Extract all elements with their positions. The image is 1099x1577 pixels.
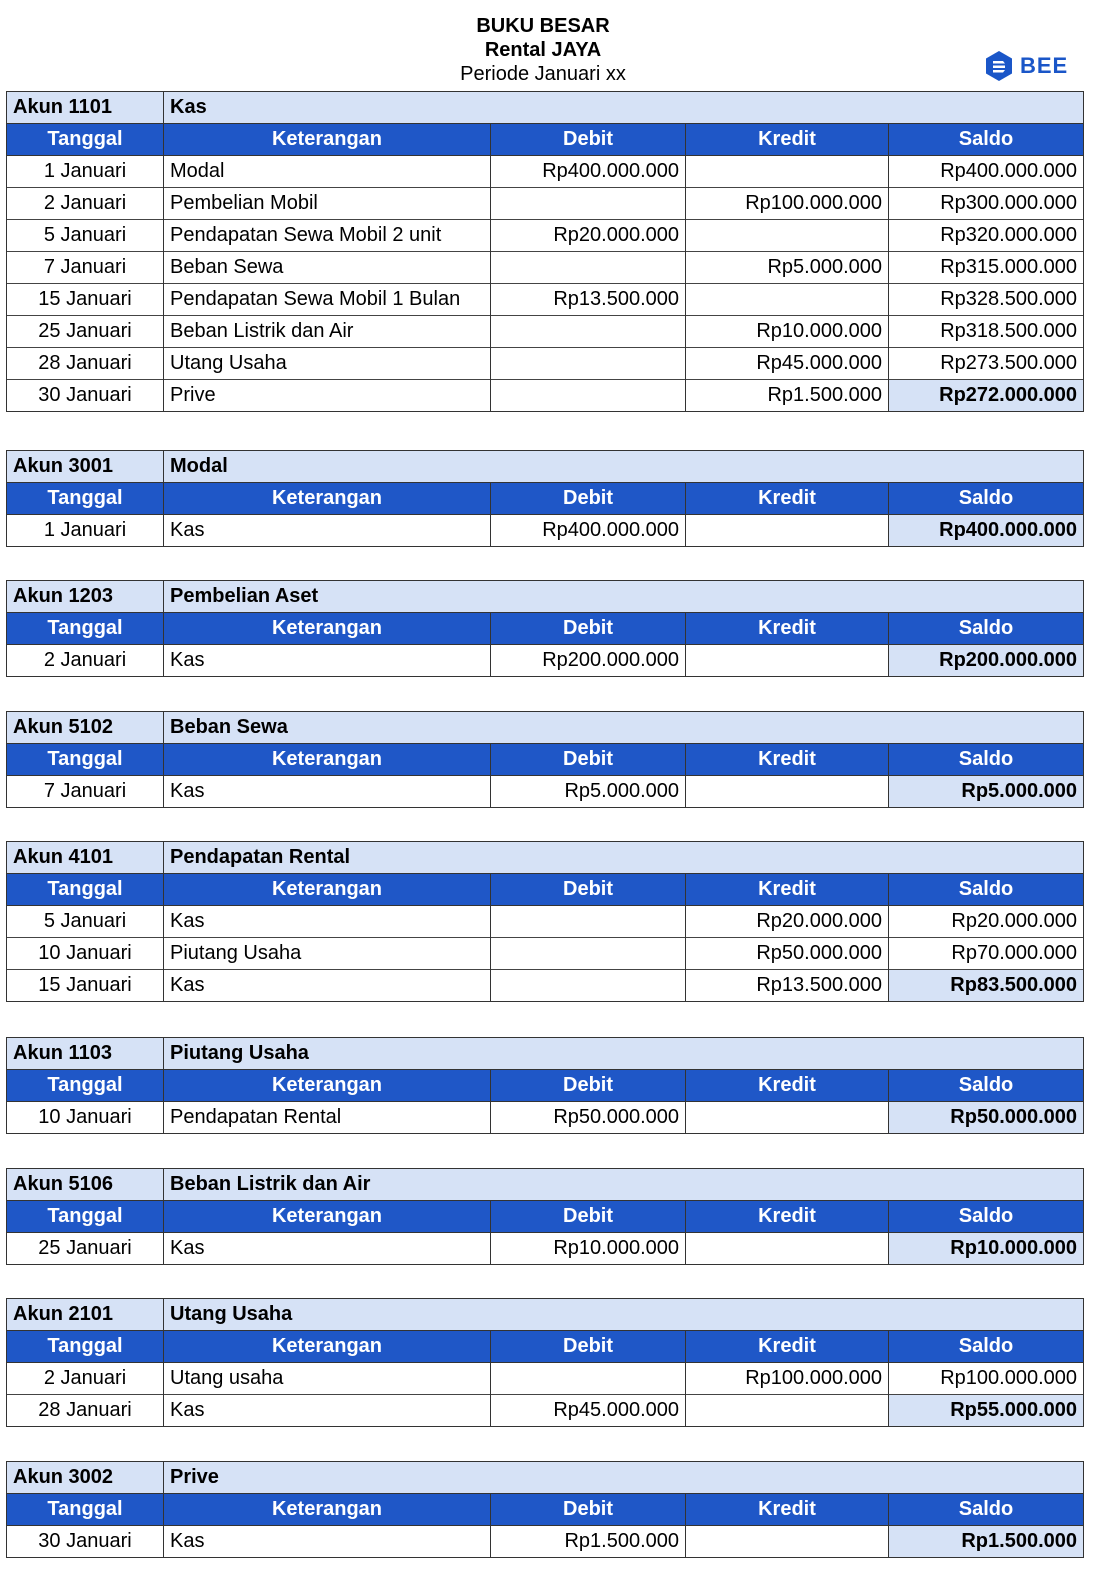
account-name: Beban Sewa xyxy=(164,712,1084,744)
cell-debit xyxy=(491,1363,686,1395)
account-name: Kas xyxy=(164,92,1084,124)
cell-debit: Rp50.000.000 xyxy=(491,1102,686,1134)
column-header-row xyxy=(7,874,1084,906)
cell-debit: Rp20.000.000 xyxy=(491,220,686,252)
cell-date: 25 Januari xyxy=(7,316,164,348)
col-header-date: Tanggal xyxy=(7,744,164,776)
cell-date: 5 Januari xyxy=(7,906,164,938)
cell-desc: Kas xyxy=(164,1233,491,1265)
account-header xyxy=(7,1462,1084,1494)
col-header-desc: Keterangan xyxy=(164,744,491,776)
col-header-kredit: Kredit xyxy=(686,1331,889,1363)
cell-saldo: Rp400.000.000 xyxy=(889,156,1084,188)
col-header-kredit: Kredit xyxy=(686,613,889,645)
col-header-kredit: Kredit xyxy=(686,483,889,515)
company-name: Rental JAYA xyxy=(484,39,602,61)
col-header-saldo: Saldo xyxy=(889,613,1084,645)
table-row xyxy=(7,1526,1084,1558)
col-header-debit: Debit xyxy=(491,1494,686,1526)
col-header-debit: Debit xyxy=(491,613,686,645)
cell-date: 7 Januari xyxy=(7,252,164,284)
account-code: Akun 3002 xyxy=(7,1462,164,1494)
cell-debit: Rp400.000.000 xyxy=(491,515,686,547)
table-row xyxy=(7,156,1084,188)
cell-kredit xyxy=(686,776,889,808)
cell-desc: Prive xyxy=(164,380,491,412)
ledger-table xyxy=(6,1298,1084,1427)
col-header-saldo: Saldo xyxy=(889,483,1084,515)
cell-saldo: Rp328.500.000 xyxy=(889,284,1084,316)
cell-saldo: Rp320.000.000 xyxy=(889,220,1084,252)
account-name: Pembelian Aset xyxy=(164,581,1084,613)
bee-logo-icon xyxy=(984,50,1014,82)
cell-date: 10 Januari xyxy=(7,1102,164,1134)
column-header-row xyxy=(7,1494,1084,1526)
account-code: Akun 1103 xyxy=(7,1038,164,1070)
cell-date: 1 Januari xyxy=(7,515,164,547)
cell-debit: Rp400.000.000 xyxy=(491,156,686,188)
cell-desc: Kas xyxy=(164,906,491,938)
cell-saldo: Rp315.000.000 xyxy=(889,252,1084,284)
cell-kredit: Rp20.000.000 xyxy=(686,906,889,938)
cell-debit: Rp10.000.000 xyxy=(491,1233,686,1265)
col-header-date: Tanggal xyxy=(7,613,164,645)
account-code: Akun 1101 xyxy=(7,92,164,124)
col-header-kredit: Kredit xyxy=(686,874,889,906)
col-header-date: Tanggal xyxy=(7,124,164,156)
cell-kredit xyxy=(686,645,889,677)
col-header-saldo: Saldo xyxy=(889,1494,1084,1526)
table-row xyxy=(7,380,1084,412)
ledger-table xyxy=(6,1168,1084,1265)
cell-date: 10 Januari xyxy=(7,938,164,970)
cell-date: 2 Januari xyxy=(7,645,164,677)
ledger-table xyxy=(6,1037,1084,1134)
cell-date: 28 Januari xyxy=(7,348,164,380)
col-header-saldo: Saldo xyxy=(889,1331,1084,1363)
cell-kredit xyxy=(686,1395,889,1427)
cell-kredit: Rp100.000.000 xyxy=(686,188,889,220)
cell-date: 5 Januari xyxy=(7,220,164,252)
col-header-saldo: Saldo xyxy=(889,1201,1084,1233)
col-header-date: Tanggal xyxy=(7,1331,164,1363)
cell-debit: Rp13.500.000 xyxy=(491,284,686,316)
col-header-desc: Keterangan xyxy=(164,613,491,645)
col-header-kredit: Kredit xyxy=(686,124,889,156)
cell-kredit xyxy=(686,220,889,252)
col-header-debit: Debit xyxy=(491,1331,686,1363)
col-header-saldo: Saldo xyxy=(889,874,1084,906)
cell-date: 25 Januari xyxy=(7,1233,164,1265)
account-code: Akun 1203 xyxy=(7,581,164,613)
ledger-table xyxy=(6,580,1084,677)
account-header xyxy=(7,1299,1084,1331)
col-header-debit: Debit xyxy=(491,124,686,156)
ledger-table xyxy=(6,1461,1084,1558)
cell-debit: Rp5.000.000 xyxy=(491,776,686,808)
column-header-row xyxy=(7,483,1084,515)
table-row xyxy=(7,515,1084,547)
col-header-debit: Debit xyxy=(491,874,686,906)
cell-debit: Rp1.500.000 xyxy=(491,1526,686,1558)
col-header-desc: Keterangan xyxy=(164,1201,491,1233)
account-name: Modal xyxy=(164,451,1084,483)
cell-saldo-final: Rp400.000.000 xyxy=(889,515,1084,547)
logo-text: BEE xyxy=(1020,53,1069,78)
cell-date: 30 Januari xyxy=(7,1526,164,1558)
cell-date: 28 Januari xyxy=(7,1395,164,1427)
col-header-desc: Keterangan xyxy=(164,1494,491,1526)
ledger-table xyxy=(6,841,1084,1002)
col-header-debit: Debit xyxy=(491,744,686,776)
account-header xyxy=(7,842,1084,874)
cell-date: 2 Januari xyxy=(7,188,164,220)
cell-desc: Modal xyxy=(164,156,491,188)
cell-saldo: Rp100.000.000 xyxy=(889,1363,1084,1395)
cell-debit xyxy=(491,252,686,284)
cell-saldo: Rp20.000.000 xyxy=(889,906,1084,938)
account-code: Akun 2101 xyxy=(7,1299,164,1331)
table-row xyxy=(7,1102,1084,1134)
cell-kredit: Rp1.500.000 xyxy=(686,380,889,412)
col-header-desc: Keterangan xyxy=(164,874,491,906)
ledger-table xyxy=(6,711,1084,808)
cell-kredit xyxy=(686,515,889,547)
ledger-table xyxy=(6,91,1084,412)
cell-kredit: Rp10.000.000 xyxy=(686,316,889,348)
cell-kredit xyxy=(686,156,889,188)
table-row xyxy=(7,776,1084,808)
col-header-desc: Keterangan xyxy=(164,1070,491,1102)
cell-saldo-final: Rp5.000.000 xyxy=(889,776,1084,808)
cell-kredit: Rp100.000.000 xyxy=(686,1363,889,1395)
table-row xyxy=(7,348,1084,380)
account-name: Prive xyxy=(164,1462,1084,1494)
cell-date: 2 Januari xyxy=(7,1363,164,1395)
col-header-debit: Debit xyxy=(491,483,686,515)
col-header-date: Tanggal xyxy=(7,1070,164,1102)
col-header-saldo: Saldo xyxy=(889,124,1084,156)
col-header-saldo: Saldo xyxy=(889,744,1084,776)
col-header-debit: Debit xyxy=(491,1070,686,1102)
cell-saldo-final: Rp10.000.000 xyxy=(889,1233,1084,1265)
table-row xyxy=(7,1395,1084,1427)
column-header-row xyxy=(7,744,1084,776)
table-row xyxy=(7,284,1084,316)
cell-debit xyxy=(491,348,686,380)
account-header xyxy=(7,1169,1084,1201)
column-header-row xyxy=(7,1070,1084,1102)
cell-date: 15 Januari xyxy=(7,284,164,316)
cell-debit xyxy=(491,938,686,970)
account-name: Pendapatan Rental xyxy=(164,842,1084,874)
cell-date: 15 Januari xyxy=(7,970,164,1002)
col-header-date: Tanggal xyxy=(7,1494,164,1526)
cell-desc: Pendapatan Sewa Mobil 2 unit xyxy=(164,220,491,252)
cell-desc: Kas xyxy=(164,645,491,677)
cell-kredit: Rp45.000.000 xyxy=(686,348,889,380)
cell-saldo-final: Rp55.000.000 xyxy=(889,1395,1084,1427)
cell-kredit xyxy=(686,1102,889,1134)
col-header-desc: Keterangan xyxy=(164,483,491,515)
cell-saldo: Rp70.000.000 xyxy=(889,938,1084,970)
table-row xyxy=(7,1363,1084,1395)
account-code: Akun 5102 xyxy=(7,712,164,744)
cell-kredit: Rp5.000.000 xyxy=(686,252,889,284)
cell-desc: Pembelian Mobil xyxy=(164,188,491,220)
cell-saldo-final: Rp200.000.000 xyxy=(889,645,1084,677)
cell-desc: Kas xyxy=(164,776,491,808)
col-header-kredit: Kredit xyxy=(686,1070,889,1102)
ledger-table xyxy=(6,450,1084,547)
cell-saldo-final: Rp50.000.000 xyxy=(889,1102,1084,1134)
cell-kredit xyxy=(686,1526,889,1558)
cell-kredit xyxy=(686,284,889,316)
table-row xyxy=(7,906,1084,938)
cell-debit xyxy=(491,316,686,348)
cell-desc: Kas xyxy=(164,1395,491,1427)
cell-desc: Beban Sewa xyxy=(164,252,491,284)
table-row xyxy=(7,938,1084,970)
cell-date: 1 Januari xyxy=(7,156,164,188)
cell-desc: Utang usaha xyxy=(164,1363,491,1395)
col-header-kredit: Kredit xyxy=(686,1201,889,1233)
account-name: Piutang Usaha xyxy=(164,1038,1084,1070)
table-row xyxy=(7,252,1084,284)
cell-saldo: Rp300.000.000 xyxy=(889,188,1084,220)
account-header xyxy=(7,1038,1084,1070)
table-row xyxy=(7,220,1084,252)
col-header-date: Tanggal xyxy=(7,483,164,515)
cell-desc: Beban Listrik dan Air xyxy=(164,316,491,348)
account-header xyxy=(7,712,1084,744)
col-header-desc: Keterangan xyxy=(164,124,491,156)
column-header-row xyxy=(7,613,1084,645)
cell-debit xyxy=(491,188,686,220)
col-header-kredit: Kredit xyxy=(686,744,889,776)
account-name: Beban Listrik dan Air xyxy=(164,1169,1084,1201)
account-header xyxy=(7,92,1084,124)
cell-kredit: Rp50.000.000 xyxy=(686,938,889,970)
cell-debit: Rp200.000.000 xyxy=(491,645,686,677)
cell-saldo: Rp318.500.000 xyxy=(889,316,1084,348)
table-row xyxy=(7,970,1084,1002)
col-header-date: Tanggal xyxy=(7,1201,164,1233)
account-code: Akun 3001 xyxy=(7,451,164,483)
col-header-debit: Debit xyxy=(491,1201,686,1233)
table-row xyxy=(7,645,1084,677)
column-header-row xyxy=(7,124,1084,156)
cell-debit xyxy=(491,970,686,1002)
report-header xyxy=(0,14,1086,86)
cell-saldo-final: Rp1.500.000 xyxy=(889,1526,1084,1558)
cell-kredit: Rp13.500.000 xyxy=(686,970,889,1002)
cell-debit: Rp45.000.000 xyxy=(491,1395,686,1427)
table-row xyxy=(7,188,1084,220)
account-code: Akun 4101 xyxy=(7,842,164,874)
cell-date: 30 Januari xyxy=(7,380,164,412)
cell-debit xyxy=(491,380,686,412)
account-header xyxy=(7,451,1084,483)
cell-saldo-final: Rp83.500.000 xyxy=(889,970,1084,1002)
column-header-row xyxy=(7,1201,1084,1233)
brand-logo xyxy=(984,50,1068,82)
col-header-date: Tanggal xyxy=(7,874,164,906)
cell-desc: Pendapatan Sewa Mobil 1 Bulan xyxy=(164,284,491,316)
cell-desc: Utang Usaha xyxy=(164,348,491,380)
account-code: Akun 5106 xyxy=(7,1169,164,1201)
col-header-saldo: Saldo xyxy=(889,1070,1084,1102)
col-header-desc: Keterangan xyxy=(164,1331,491,1363)
cell-desc: Pendapatan Rental xyxy=(164,1102,491,1134)
col-header-kredit: Kredit xyxy=(686,1494,889,1526)
table-row xyxy=(7,1233,1084,1265)
account-header xyxy=(7,581,1084,613)
report-period: Periode Januari xx xyxy=(460,63,626,85)
cell-debit xyxy=(491,906,686,938)
column-header-row xyxy=(7,1331,1084,1363)
cell-desc: Piutang Usaha xyxy=(164,938,491,970)
cell-desc: Kas xyxy=(164,970,491,1002)
cell-desc: Kas xyxy=(164,1526,491,1558)
table-row xyxy=(7,316,1084,348)
cell-saldo-final: Rp272.000.000 xyxy=(889,380,1084,412)
cell-desc: Kas xyxy=(164,515,491,547)
report-title: BUKU BESAR xyxy=(476,15,610,37)
cell-kredit xyxy=(686,1233,889,1265)
cell-saldo: Rp273.500.000 xyxy=(889,348,1084,380)
cell-date: 7 Januari xyxy=(7,776,164,808)
account-name: Utang Usaha xyxy=(164,1299,1084,1331)
